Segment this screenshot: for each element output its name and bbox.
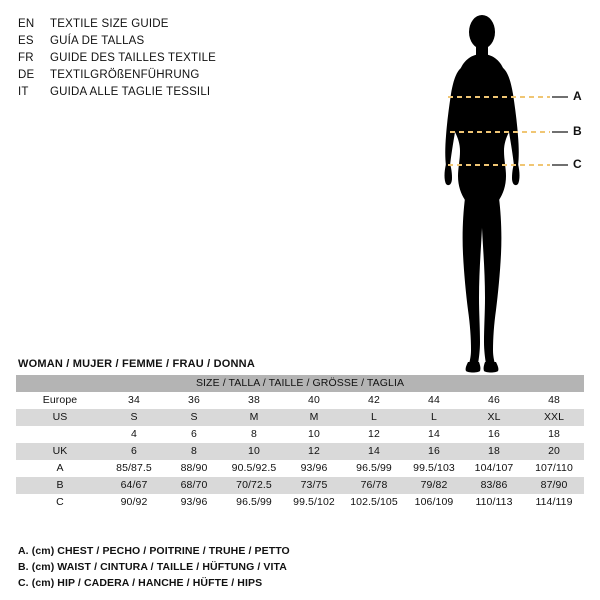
cell: 44 (404, 392, 464, 409)
cell: 70/72.5 (224, 477, 284, 494)
cell: 8 (164, 443, 224, 460)
cell: 46 (464, 392, 524, 409)
cell: 87/90 (524, 477, 584, 494)
cell: 34 (104, 392, 164, 409)
cell: 90.5/92.5 (224, 460, 284, 477)
cell: M (284, 409, 344, 426)
cell: 90/92 (104, 494, 164, 511)
cell: 68/70 (164, 477, 224, 494)
cell: 93/96 (284, 460, 344, 477)
row-label: UK (16, 443, 104, 460)
cell: 10 (224, 443, 284, 460)
cell: 6 (104, 443, 164, 460)
language-row (18, 67, 338, 84)
cell: 85/87.5 (104, 460, 164, 477)
table-row (16, 409, 584, 426)
cell: 114/119 (524, 494, 584, 511)
cell: 96.5/99 (224, 494, 284, 511)
cell: L (404, 409, 464, 426)
language-row (18, 33, 338, 50)
table-header-label: SIZE / TALLA / TAILLE / GRÖSSE / TAGLIA (16, 375, 584, 392)
cell: 96.5/99 (344, 460, 404, 477)
table-row (16, 460, 584, 477)
cell: 73/75 (284, 477, 344, 494)
cell: 18 (464, 443, 524, 460)
cell: S (164, 409, 224, 426)
cell: 10 (284, 426, 344, 443)
legend-item-a: A. (cm) CHEST / PECHO / POITRINE / TRUHE / PETTO (18, 545, 290, 557)
cell: 20 (524, 443, 584, 460)
table-caption: WOMAN / MUJER / FEMME / FRAU / DONNA (18, 358, 255, 370)
cell: 36 (164, 392, 224, 409)
cell: XL (464, 409, 524, 426)
row-label: US (16, 409, 104, 426)
cell: 107/110 (524, 460, 584, 477)
cell: 16 (464, 426, 524, 443)
row-label: C (16, 494, 104, 511)
size-table (16, 375, 584, 511)
marker-label-b: B (573, 124, 582, 138)
legend-item-b: B. (cm) WAIST / CINTURA / TAILLE / HÜFTUNG / VITA (18, 561, 287, 573)
cell: 99.5/103 (404, 460, 464, 477)
language-row (18, 16, 338, 33)
cell: 6 (164, 426, 224, 443)
language-code: FR (18, 52, 34, 64)
table-row (16, 443, 584, 460)
cell: 14 (404, 426, 464, 443)
cell: S (104, 409, 164, 426)
language-row (18, 50, 338, 67)
marker-label-c: C (573, 157, 582, 171)
language-row (18, 84, 338, 101)
cell: 14 (344, 443, 404, 460)
table-row (16, 392, 584, 409)
cell: 64/67 (104, 477, 164, 494)
cell: 42 (344, 392, 404, 409)
language-title: GUIDA ALLE TAGLIE TESSILI (50, 86, 211, 98)
language-header-list (18, 16, 338, 101)
cell: 16 (404, 443, 464, 460)
cell: 110/113 (464, 494, 524, 511)
cell: 93/96 (164, 494, 224, 511)
table-row (16, 426, 584, 443)
language-code: EN (18, 18, 35, 30)
cell: 38 (224, 392, 284, 409)
cell: 18 (524, 426, 584, 443)
cell: 76/78 (344, 477, 404, 494)
language-title: GUIDE DES TAILLES TEXTILE (50, 52, 217, 64)
silhouette-icon (445, 15, 520, 373)
cell: 102.5/105 (344, 494, 404, 511)
cell: M (224, 409, 284, 426)
table-header-row (16, 375, 584, 392)
cell: 99.5/102 (284, 494, 344, 511)
cell: XXL (524, 409, 584, 426)
cell: 79/82 (404, 477, 464, 494)
language-code: DE (18, 69, 35, 81)
marker-label-a: A (573, 89, 582, 103)
row-label: A (16, 460, 104, 477)
cell: 8 (224, 426, 284, 443)
language-title: GUÍA DE TALLAS (50, 35, 145, 47)
measurement-legend (18, 543, 438, 591)
cell: 40 (284, 392, 344, 409)
legend-item-c: C. (cm) HIP / CADERA / HANCHE / HÜFTE / HIPS (18, 577, 263, 589)
cell: 106/109 (404, 494, 464, 511)
female-silhouette-figure (420, 8, 595, 378)
cell: 12 (344, 426, 404, 443)
cell: 12 (284, 443, 344, 460)
table-row (16, 494, 584, 511)
row-label (16, 426, 104, 443)
marker-leader-lines (552, 97, 568, 165)
cell: 48 (524, 392, 584, 409)
row-label: B (16, 477, 104, 494)
language-code: IT (18, 86, 29, 98)
cell: 4 (104, 426, 164, 443)
table-row (16, 477, 584, 494)
language-code: ES (18, 35, 34, 47)
row-label: Europe (16, 392, 104, 409)
cell: 88/90 (164, 460, 224, 477)
language-title: TEXTILGRÖßENFÜHRUNG (50, 69, 200, 81)
size-table-section (16, 358, 584, 511)
cell: L (344, 409, 404, 426)
cell: 83/86 (464, 477, 524, 494)
cell: 104/107 (464, 460, 524, 477)
language-title: TEXTILE SIZE GUIDE (50, 18, 169, 30)
